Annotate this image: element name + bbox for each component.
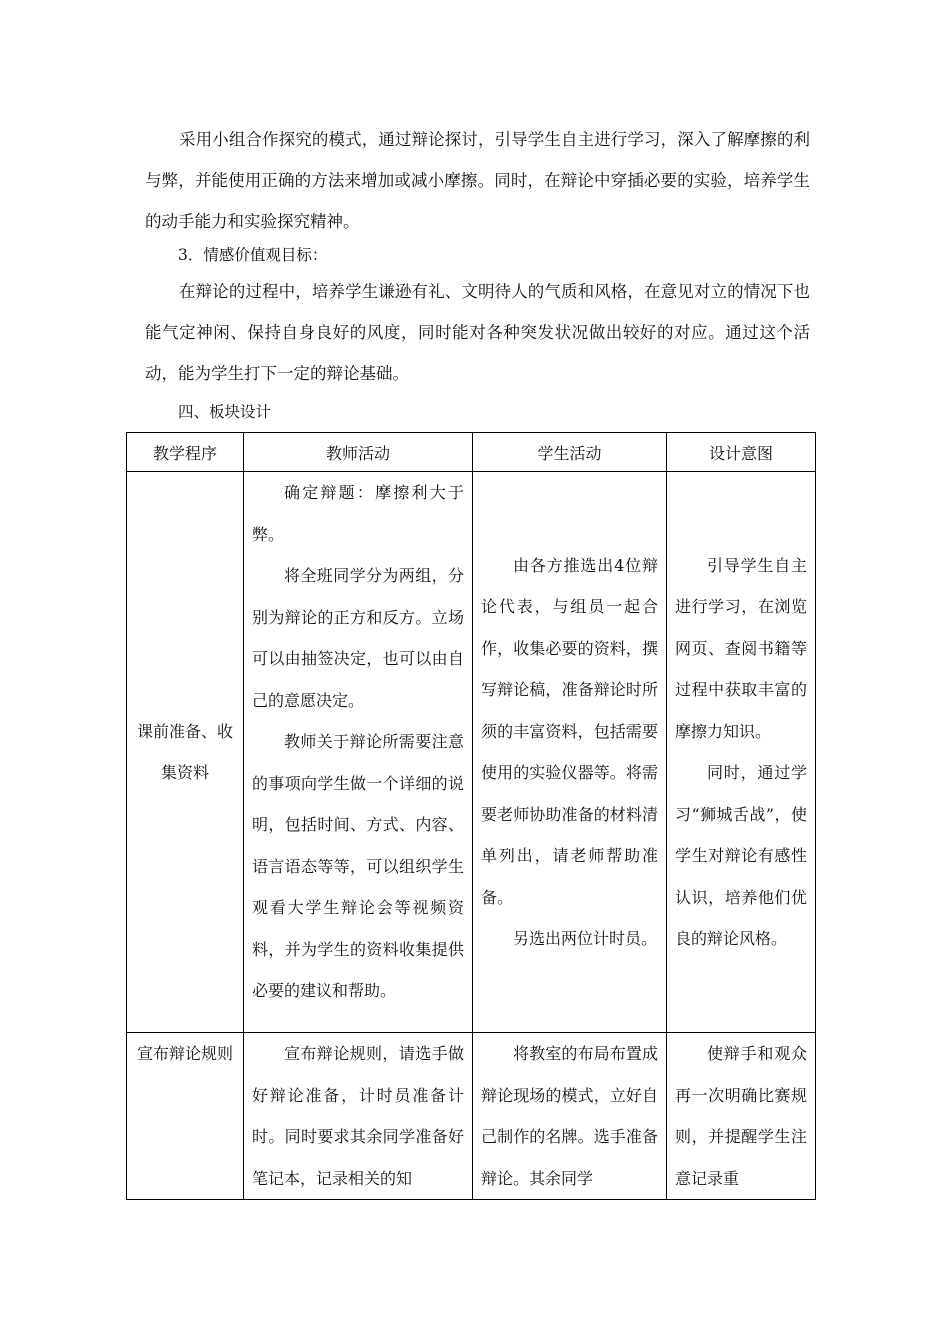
stage-cell: [127, 472, 244, 1033]
teacher-paragraph: 宣布辩论规则，请选手做好辩论准备，计时员准备计时。同时要求其余同学准备好笔记本，记录相关的知: [252, 1044, 464, 1188]
stage-label: 宣布辩论规则: [136, 1044, 233, 1063]
table-header-row: [127, 433, 816, 472]
teacher-paragraph: 教师关于辩论所需要注意的事项向学生做一个详细的说明，包括时间、方式、内容、语言语态等等，可以组织学生观看大学生辩论会等视频资料，并为学生的资料收集提供必要的建议和帮助。: [252, 732, 464, 1000]
teacher-activity-cell: [244, 1033, 473, 1200]
lesson-design-table: [126, 432, 816, 1200]
table-row: [127, 472, 816, 1033]
section-heading: 四、板块设计: [178, 403, 272, 421]
header-teacher-activity: 教师活动: [244, 433, 473, 472]
method-goal-paragraph: 采用小组合作探究的模式，通过辩论探讨，引导学生自主进行学习，深入了解摩擦的利与弊，并能使用正确的方法来增加或减小摩擦。同时，在辩论中穿插必要的实验，培养学生的动手能力和实验探究精神。: [145, 130, 810, 231]
header-procedure: 教学程序: [127, 433, 244, 472]
header-student-activity: 学生活动: [473, 433, 667, 472]
emotion-goal-paragraph: 在辩论的过程中，培养学生谦逊有礼、文明待人的气质和风格，在意见对立的情况下也能气定神闲、保持自身良好的风度，同时能对各种突发状况做出较好的对应。通过这个活动，能为学生打下一定的辩论基础。: [145, 282, 810, 383]
intent-paragraph: 使辩手和观众再一次明确比赛规则，并提醒学生注意记录重: [675, 1044, 807, 1188]
student-paragraph: 由各方推选出4位辩论代表，与组员一起合作，收集必要的资料，撰写辩论稿，准备辩论时所须的丰富资料，包括需要使用的实验仪器等。将需要老师协助准备的材料清单列出，请老师帮助准备。: [481, 555, 658, 907]
teacher-paragraph: 将全班同学分为两组，分别为辩论的正方和反方。立场可以由抽签决定，也可以由自己的意愿决定。: [252, 566, 464, 710]
stage-label: 课前准备、收集资料: [136, 721, 233, 782]
student-paragraph: 另选出两位计时员。: [513, 929, 658, 948]
table-row: [127, 1033, 816, 1200]
student-activity-cell: [473, 472, 667, 1033]
student-activity-cell: [473, 1033, 667, 1200]
student-paragraph: 将教室的布局布置成辩论现场的模式，立好自己制作的名牌。选手准备辩论。其余同学: [481, 1044, 658, 1188]
teacher-activity-cell: [244, 472, 473, 1033]
intent-paragraph: 同时，通过学习“狮城舌战”，使学生对辩论有感性认识，培养他们优良的辩论风格。: [675, 763, 807, 948]
intent-paragraph: 引导学生自主进行学习，在浏览网页、查阅书籍等过程中获取丰富的摩擦力知识。: [675, 555, 807, 741]
emotion-goal-heading: 3．情感价值观目标：: [178, 246, 328, 264]
stage-cell: [127, 1033, 244, 1200]
design-intent-cell: [667, 1033, 816, 1200]
design-intent-cell: [667, 472, 816, 1033]
header-design-intent: 设计意图: [667, 433, 816, 472]
teacher-paragraph: 确定辩题：摩擦利大于弊。: [252, 483, 464, 544]
